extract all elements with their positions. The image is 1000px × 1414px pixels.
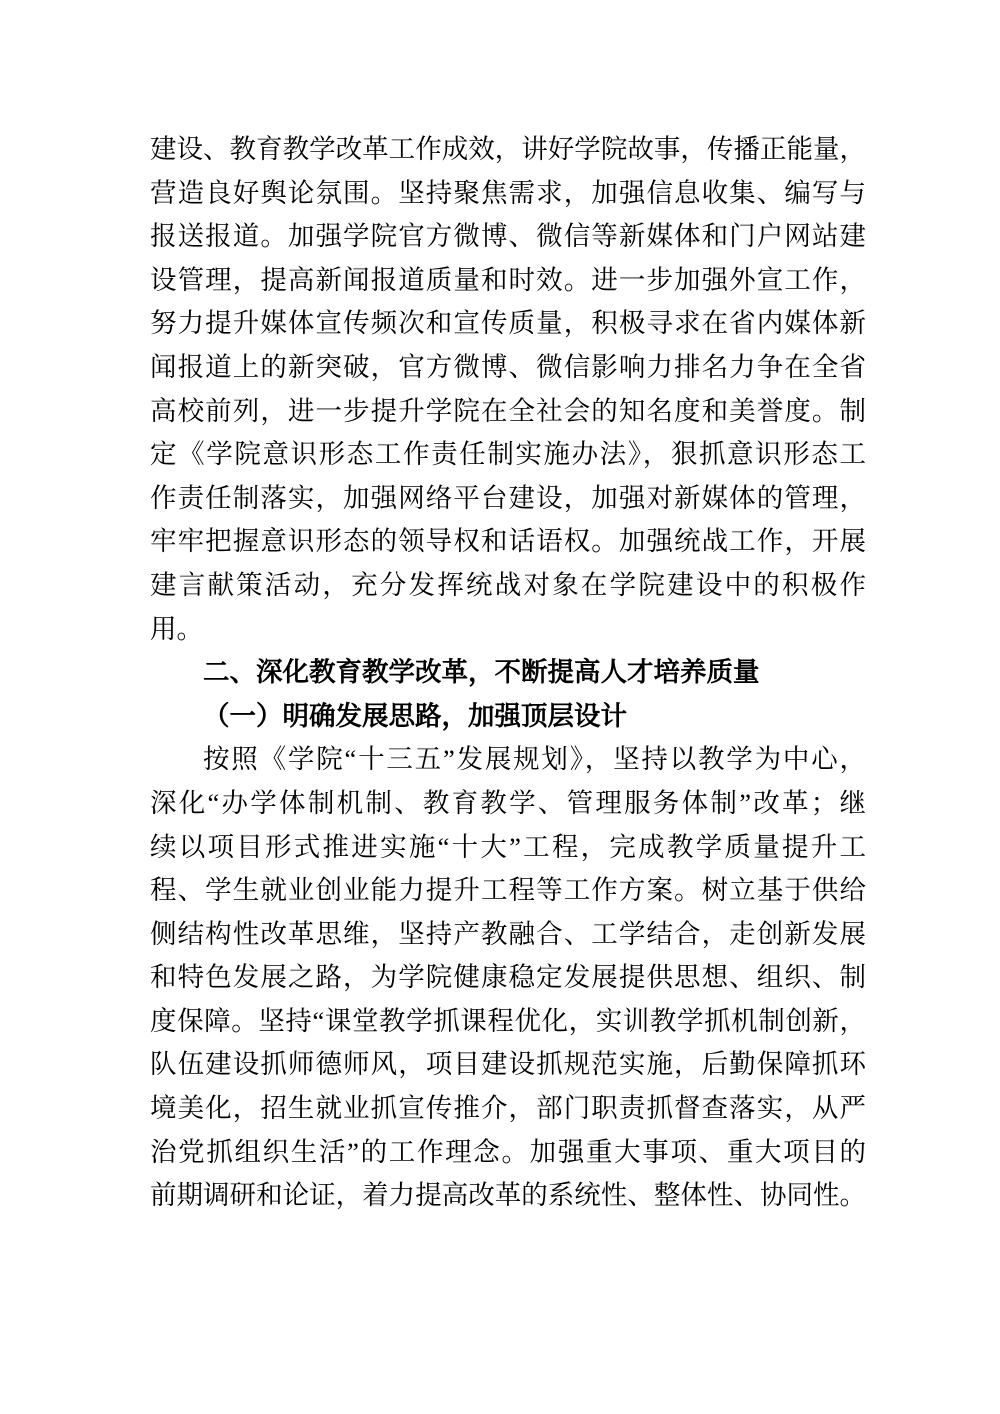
text-line: 建设、教育教学改革工作成效，讲好学院故事，传播正能量， [150, 134, 866, 164]
text-line: 牢牢把握意识形态的领导权和话语权。加强统战工作，开展 [150, 526, 866, 557]
text-line: 营造良好舆论氛围。坚持聚焦需求，加强信息收集、编写与 [150, 177, 866, 208]
text-line: 前期调研和论证，着力提高改革的系统性、整体性、协同性。 [150, 1180, 866, 1211]
text-line: 高校前列，进一步提升学院在全社会的知名度和美誉度。制 [150, 395, 866, 426]
text-line: 和特色发展之路，为学院健康稳定发展提供思想、组织、制 [150, 962, 866, 993]
document-text-block [150, 128, 866, 1218]
section-heading: 二、深化教育教学改革，不断提高人才培养质量 [203, 657, 760, 688]
text-line: 境美化，招生就业抓宣传推介，部门职责抓督查落实，从严 [150, 1093, 866, 1124]
text-line: 程、学生就业创业能力提升工程等工作方案。树立基于供给 [150, 875, 866, 906]
text-line: 设管理，提高新闻报道质量和时效。进一步加强外宣工作， [150, 264, 866, 295]
subsection-heading: （一）明确发展思路，加强顶层设计 [203, 700, 627, 731]
text-line: 报送报道。加强学院官方微博、微信等新媒体和门户网站建 [150, 221, 866, 252]
text-line: 努力提升媒体宣传频次和宣传质量，积极寻求在省内媒体新 [150, 308, 866, 339]
text-line: 队伍建设抓师德师风，项目建设抓规范实施，后勤保障抓环 [150, 1049, 866, 1080]
text-line: 治党抓组织生活”的工作理念。加强重大事项、重大项目的 [150, 1136, 866, 1167]
text-line: 侧结构性改革思维，坚持产教融合、工学结合，走创新发展 [150, 918, 866, 949]
text-line: 按照《学院“十三五”发展规划》，坚持以教学为中心， [203, 744, 866, 775]
text-line: 作责任制落实，加强网络平台建设，加强对新媒体的管理， [150, 482, 866, 513]
text-line: 闻报道上的新突破，官方微博、微信影响力排名力争在全省 [150, 351, 866, 382]
text-line: 续以项目形式推进实施“十大”工程，完成教学质量提升工 [150, 831, 866, 862]
text-line: 度保障。坚持“课堂教学抓课程优化，实训教学抓机制创新， [150, 1005, 866, 1036]
text-line: 建言献策活动，充分发挥统战对象在学院建设中的积极作 [150, 569, 866, 600]
text-line: 深化“办学体制机制、教育教学、管理服务体制”改革；继 [150, 787, 866, 818]
text-line: 用。 [150, 613, 203, 644]
text-line: 定《学院意识形态工作责任制实施办法》，狠抓意识形态工 [150, 439, 866, 470]
